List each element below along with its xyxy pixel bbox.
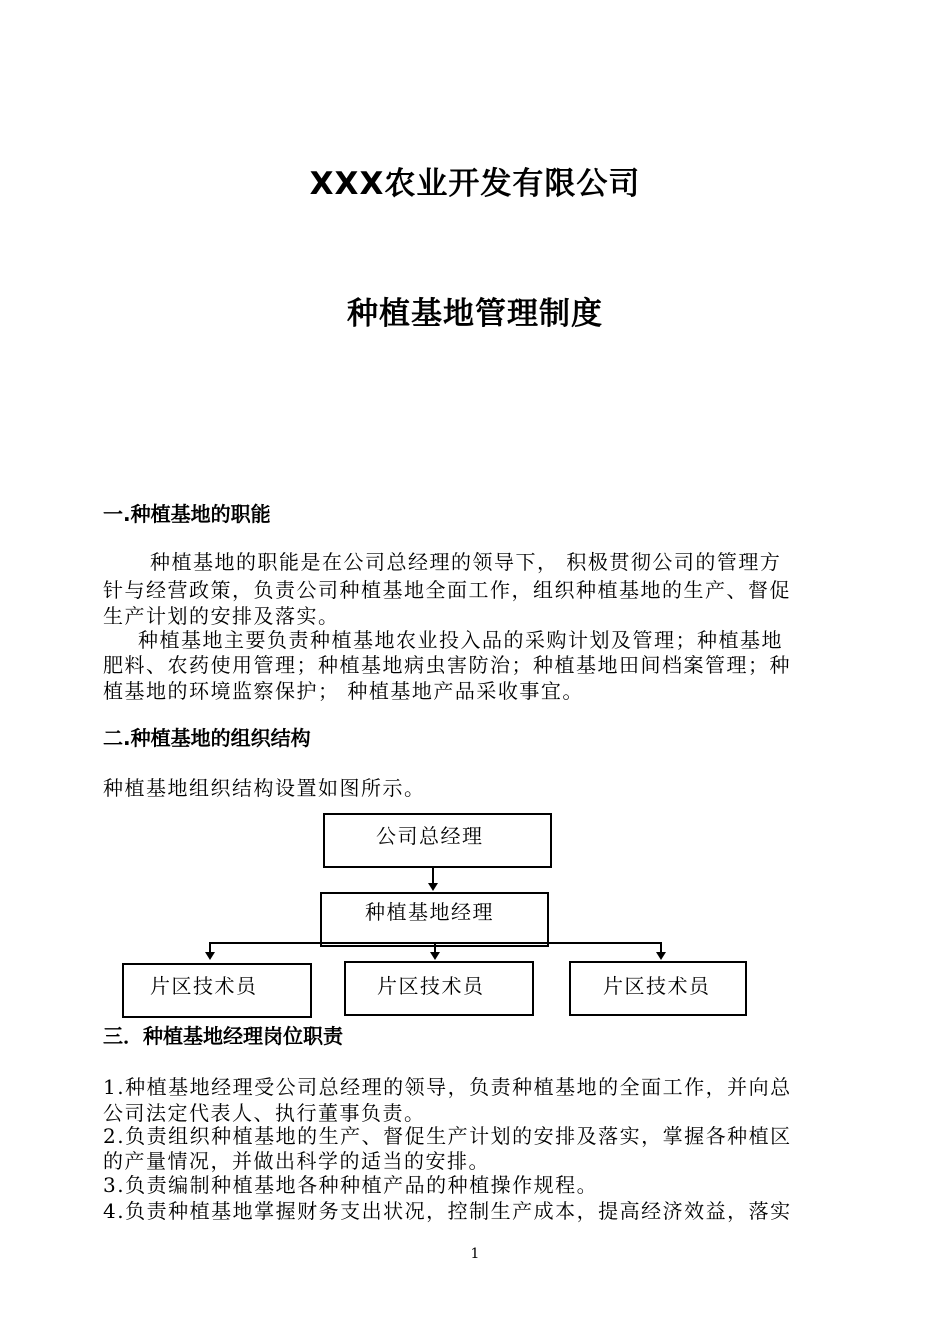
section3-line-6: 4.负责种植基地掌握财务支出状况，控制生产成本，提高经济效益，落实	[103, 1199, 792, 1223]
org-arrow-top	[428, 883, 438, 891]
section3-heading: 三．种植基地经理岗位职责	[103, 1024, 343, 1048]
org-arrow-left	[205, 952, 215, 960]
document-subtitle: 种植基地管理制度	[347, 296, 603, 332]
org-label-base-manager: 种植基地经理	[365, 900, 494, 924]
section3-line-5: 3.负责编制种植基地各种种植产品的种植操作规程。	[103, 1173, 599, 1197]
section3-line-3: 2.负责组织种植基地的生产、督促生产计划的安排及落实，掌握各种植区	[103, 1124, 792, 1148]
document-title: XXX农业开发有限公司	[309, 166, 641, 202]
org-label-general-manager: 公司总经理	[376, 824, 484, 848]
section1-line-4: 种植基地主要负责种植基地农业投入品的采购计划及管理；种植基地	[138, 628, 783, 652]
section1-line-1: 种植基地的职能是在公司总经理的领导下， 积极贯彻公司的管理方	[150, 550, 782, 574]
section1-line-6: 植基地的环境监察保护； 种植基地产品采收事宜。	[103, 679, 584, 703]
section1-line-3: 生产计划的安排及落实。	[103, 604, 340, 628]
section3-line-1: 1.种植基地经理受公司总经理的领导，负责种植基地的全面工作，并向总	[103, 1075, 792, 1099]
org-label-technician-2: 片区技术员	[377, 974, 485, 998]
section2-heading: 二.种植基地的组织结构	[103, 726, 311, 750]
org-arrow-center	[430, 952, 440, 960]
org-arrow-right	[656, 952, 666, 960]
section3-line-2: 公司法定代表人、执行董事负责。	[103, 1101, 426, 1125]
page-number: 1	[470, 1246, 480, 1262]
section2-intro: 种植基地组织结构设置如图所示。	[103, 776, 426, 800]
org-label-technician-3: 片区技术员	[603, 974, 711, 998]
org-branch-line	[210, 942, 662, 944]
section1-heading: 一.种植基地的职能	[103, 502, 271, 526]
org-label-technician-1: 片区技术员	[150, 974, 258, 998]
section3-line-4: 的产量情况，并做出科学的适当的安排。	[103, 1149, 490, 1173]
section1-line-2: 针与经营政策，负责公司种植基地全面工作，组织种植基地的生产、督促	[103, 578, 791, 602]
section1-line-5: 肥料、农药使用管理；种植基地病虫害防治；种植基地田间档案管理；种	[103, 653, 791, 677]
